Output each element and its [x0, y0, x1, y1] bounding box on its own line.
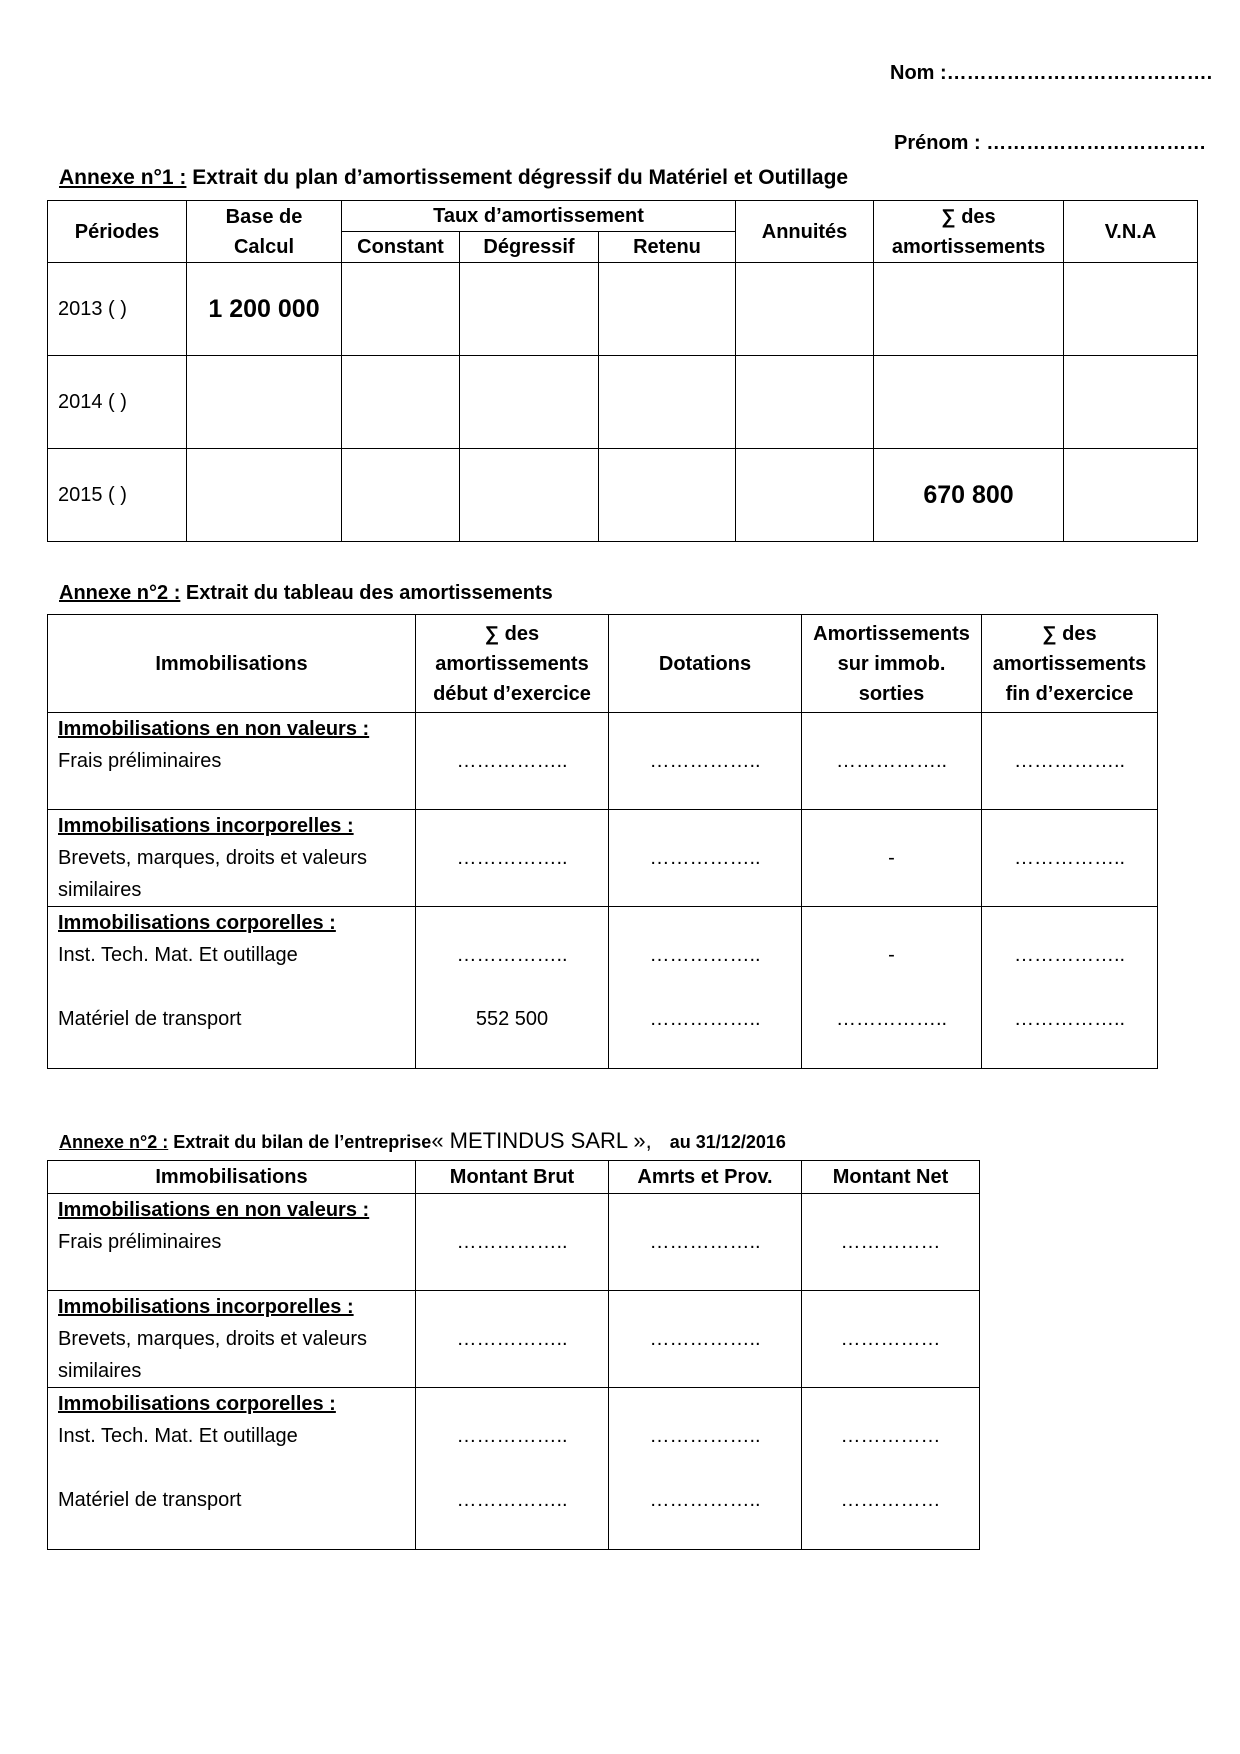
retenu-cell	[599, 263, 736, 356]
annexe2-title	[59, 582, 553, 605]
immobilisation-cell	[48, 1194, 416, 1291]
header-retenu: Retenu	[599, 232, 736, 263]
fin-cell	[982, 907, 1158, 1069]
header-immobilisations: Immobilisations	[48, 615, 416, 713]
annexe3-table	[47, 1160, 980, 1550]
brut-value-1: ……………..	[456, 1425, 568, 1447]
sorties-cell	[802, 907, 982, 1069]
header-debut-l1: ∑ des	[484, 622, 540, 645]
immobilisation-cell	[48, 713, 416, 810]
header-debut-l2: amortissements	[435, 652, 589, 675]
item-label-2: Matériel de transport	[58, 1008, 242, 1030]
header-sorties-l2: sur immob.	[837, 652, 946, 675]
annexe3-title	[59, 1128, 786, 1154]
item-label: Frais préliminaires	[58, 1231, 222, 1253]
fin-cell: ……………..	[982, 810, 1158, 907]
net-cell: ……………	[802, 1291, 980, 1388]
vna-cell	[1064, 449, 1198, 542]
immobilisation-cell	[48, 810, 416, 907]
header-vna: V.N.A	[1064, 201, 1198, 263]
dotations-value-1: ……………..	[649, 944, 761, 966]
prenom-field: Prénom : ……………………………	[894, 132, 1207, 154]
sum-cell	[874, 263, 1064, 356]
header-constant: Constant	[342, 232, 460, 263]
brut-cell: ……………..	[416, 1194, 609, 1291]
header-sorties-l1: Amortissements	[813, 622, 970, 645]
annexe1-label: Annexe n°1 :	[59, 166, 187, 189]
base-cell	[187, 449, 342, 542]
amrts-value-1: ……………..	[649, 1425, 761, 1447]
retenu-cell	[599, 449, 736, 542]
header-montant-brut: Montant Brut	[416, 1161, 609, 1194]
header-taux: Taux d’amortissement	[342, 201, 736, 232]
table-row	[48, 356, 1198, 449]
amrts-value-2: ……………..	[649, 1489, 761, 1511]
dotations-cell	[609, 907, 802, 1069]
annuites-cell	[736, 263, 874, 356]
brut-cell	[416, 1388, 609, 1550]
annexe2-label: Annexe n°2 :	[59, 582, 181, 604]
header-sorties	[802, 615, 982, 713]
sum-cell: 670 800	[874, 449, 1064, 542]
header-base-line1: Base de	[225, 205, 303, 228]
immobilisation-cell	[48, 907, 416, 1069]
period-cell: 2015 ( )	[48, 449, 187, 542]
brut-value-2: ……………..	[456, 1489, 568, 1511]
table-row	[48, 263, 1198, 356]
annexe3-company: « METINDUS SARL »,	[431, 1128, 652, 1153]
dotations-cell: ……………..	[609, 713, 802, 810]
table-row	[48, 449, 1198, 542]
annexe1-title-text: Extrait du plan d’amortissement dégressif du Matériel et Outillage	[186, 166, 849, 189]
item-label: Brevets, marques, droits et valeurs	[58, 1328, 368, 1350]
header-amrts-prov: Amrts et Prov.	[609, 1161, 802, 1194]
header-fin-l3: fin d’exercice	[1005, 682, 1134, 705]
degressif-cell	[460, 263, 599, 356]
fin-cell: ……………..	[982, 713, 1158, 810]
vna-cell	[1064, 263, 1198, 356]
period-cell: 2013 ( )	[48, 263, 187, 356]
header-base-line2: Calcul	[233, 235, 295, 258]
header-sum-line2: amortissements	[891, 235, 1046, 258]
degressif-cell	[460, 356, 599, 449]
category-label: Immobilisations corporelles :	[58, 1393, 336, 1415]
table-row	[48, 907, 1158, 1069]
period-cell: 2014 ( )	[48, 356, 187, 449]
annuites-cell	[736, 449, 874, 542]
header-sum-amortissements	[874, 201, 1064, 263]
immobilisation-cell	[48, 1291, 416, 1388]
net-cell: ……………	[802, 1194, 980, 1291]
item-label: Inst. Tech. Mat. Et outillage	[58, 944, 298, 966]
annexe3-date: au 31/12/2016	[669, 1132, 786, 1152]
annexe1-table	[47, 200, 1198, 542]
item-label-cont: similaires	[58, 1360, 142, 1382]
table-row	[48, 1194, 980, 1291]
header-sum-line1: ∑ des	[941, 205, 996, 228]
sorties-value-1: -	[888, 944, 895, 966]
item-label-cont: similaires	[58, 879, 142, 901]
category-label: Immobilisations incorporelles :	[58, 1296, 354, 1318]
item-label: Inst. Tech. Mat. Et outillage	[58, 1425, 298, 1447]
category-label: Immobilisations en non valeurs :	[58, 1199, 370, 1221]
immobilisation-cell	[48, 1388, 416, 1550]
sorties-value-2: ……………..	[835, 1008, 948, 1030]
degressif-cell	[460, 449, 599, 542]
amrts-cell: ……………..	[609, 1291, 802, 1388]
header-montant-net: Montant Net	[802, 1161, 980, 1194]
sorties-cell: ……………..	[802, 713, 982, 810]
table-row	[48, 713, 1158, 810]
annexe2-title-text: Extrait du tableau des amortissements	[180, 582, 553, 604]
constant-cell	[342, 449, 460, 542]
dotations-value-2: ……………..	[649, 1008, 761, 1030]
constant-cell	[342, 356, 460, 449]
retenu-cell	[599, 356, 736, 449]
category-label: Immobilisations en non valeurs :	[58, 718, 370, 740]
header-degressif: Dégressif	[460, 232, 599, 263]
net-value-1: ……………	[840, 1425, 941, 1447]
annexe3-title-text: Extrait du bilan de l’entreprise	[168, 1132, 432, 1152]
debut-cell	[416, 907, 609, 1069]
vna-cell	[1064, 356, 1198, 449]
constant-cell	[342, 263, 460, 356]
fin-value-1: ……………..	[1013, 944, 1126, 966]
annexe2-table	[47, 614, 1158, 1069]
sorties-cell: -	[802, 810, 982, 907]
header-debut-exercice	[416, 615, 609, 713]
header-fin-exercice	[982, 615, 1158, 713]
amrts-cell	[609, 1388, 802, 1550]
annexe1-title	[59, 166, 848, 190]
brut-cell: ……………..	[416, 1291, 609, 1388]
header-debut-l3: début d’exercice	[433, 682, 591, 705]
amrts-cell: ……………..	[609, 1194, 802, 1291]
debut-cell: ……………..	[416, 713, 609, 810]
nom-field: Nom :………………………………….	[890, 62, 1213, 84]
annexe3-label: Annexe n°2 :	[59, 1132, 169, 1152]
debut-cell: ……………..	[416, 810, 609, 907]
header-base-calcul	[187, 201, 342, 263]
sum-cell	[874, 356, 1064, 449]
debut-value-2: 552 500	[475, 1008, 549, 1030]
item-label: Brevets, marques, droits et valeurs	[58, 847, 368, 869]
header-fin-l2: amortissements	[992, 652, 1147, 675]
category-label: Immobilisations corporelles :	[58, 912, 336, 934]
annuites-cell	[736, 356, 874, 449]
header-sorties-l3: sorties	[858, 682, 925, 705]
item-label-2: Matériel de transport	[58, 1489, 242, 1511]
category-label: Immobilisations incorporelles :	[58, 815, 354, 837]
header-immobilisations: Immobilisations	[48, 1161, 416, 1194]
dotations-cell: ……………..	[609, 810, 802, 907]
table-row	[48, 810, 1158, 907]
header-annuites: Annuités	[736, 201, 874, 263]
base-cell: 1 200 000	[187, 263, 342, 356]
table-row	[48, 1291, 980, 1388]
base-cell	[187, 356, 342, 449]
table-row	[48, 1388, 980, 1550]
header-dotations: Dotations	[609, 615, 802, 713]
item-label: Frais préliminaires	[58, 750, 222, 772]
net-value-2: ……………	[840, 1489, 941, 1511]
fin-value-2: ……………..	[1013, 1008, 1126, 1030]
debut-value-1: ……………..	[456, 944, 568, 966]
header-fin-l1: ∑ des	[1042, 622, 1097, 645]
header-periodes: Périodes	[48, 201, 187, 263]
net-cell	[802, 1388, 980, 1550]
